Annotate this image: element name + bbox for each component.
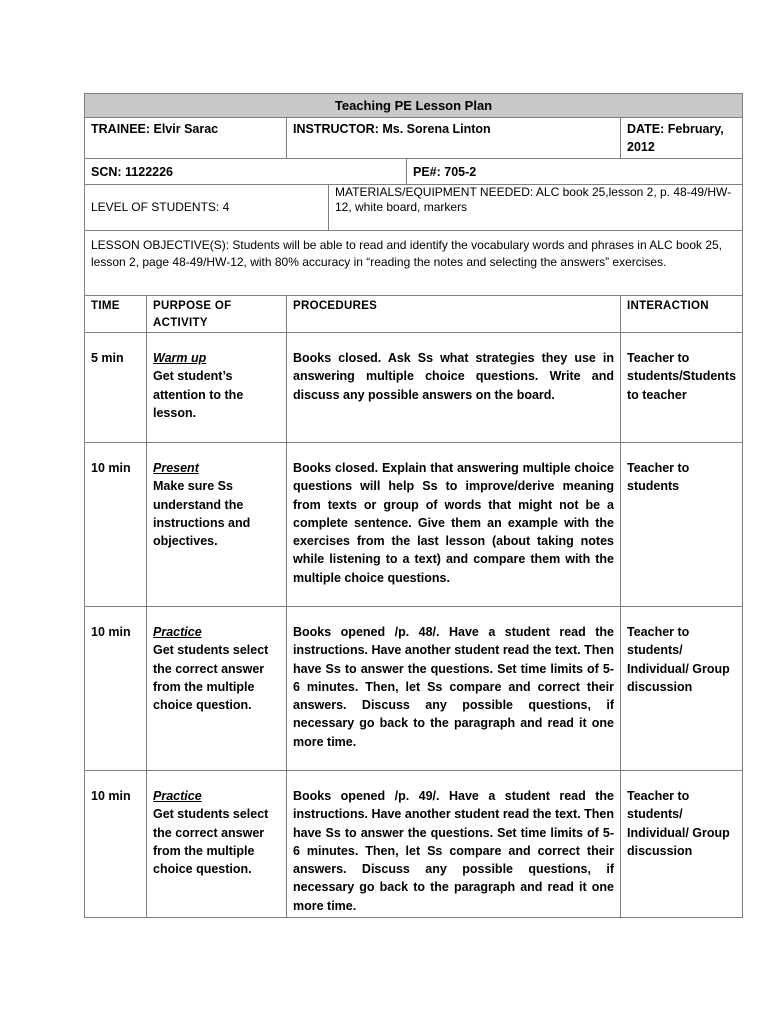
row-procedure: Books opened /p. 49/. Have a student read the instructions. Have another student read the text. Then have Ss to answer the questions. Set time limits of 5-6 minutes. Then, let Ss compare and correct their answers. Discuss any possible questions, if necessary go back to the paragraph and read it one more time. [287,771,621,918]
header-procedures: PROCEDURES [287,296,621,333]
lesson-plan [84,93,742,918]
row-purpose [147,607,287,771]
table-row [85,607,743,771]
activity-title: Practice [153,625,202,639]
row-purpose [147,443,287,607]
table-row [85,771,743,918]
row-interaction: Teacher to students/Students to teacher [621,333,743,443]
purpose-text: Get student’s attention to the lesson. [153,369,244,420]
table-row [85,443,743,607]
row-procedure: Books closed. Ask Ss what strategies they use in answering multiple choice questions. Write and discuss any possible answers on the board. [287,333,621,443]
activity-title: Practice [153,789,202,803]
row-interaction: Teacher to students/ Individual/ Group discussion [621,607,743,771]
purpose-text: Get students select the correct answer from the multiple choice question. [153,807,269,877]
row-interaction: Teacher to students/ Individual/ Group discussion [621,771,743,918]
row-procedure: Books closed. Explain that answering multiple choice questions will help Ss to improve/derive meaning from texts or group of words that might not be a complete sentence. Give them an example with the exercises from the last lesson (about taking notes while listening to a text) and compare them with the multiple choice questions. [287,443,621,607]
row-interaction: Teacher to students [621,443,743,607]
date-field: DATE: February, 2012 [621,118,743,159]
header-interaction: INTERACTION [621,296,743,333]
row-purpose [147,333,287,443]
trainee-field: TRAINEE: Elvir Sarac [85,118,287,159]
row-time: 10 min [85,607,147,771]
row-time: 10 min [85,443,147,607]
pe-field: PE#: 705-2 [407,159,743,185]
page-title: Teaching PE Lesson Plan [85,94,743,118]
row-procedure: Books opened /p. 48/. Have a student read the instructions. Have another student read the text. Then have Ss to answer the questions. Set time limits of 5-6 minutes. Then, let Ss compare and correct their answers. Discuss any possible questions, if necessary go back to the paragraph and read it one more time. [287,607,621,771]
materials-field: MATERIALS/EQUIPMENT NEEDED: ALC book 25,lesson 2, p. 48-49/HW-12, white board, markers [329,185,743,231]
row-time: 10 min [85,771,147,918]
purpose-text: Get students select the correct answer from the multiple choice question. [153,643,269,713]
header-time: TIME [85,296,147,333]
lesson-plan-table [84,93,743,918]
table-row [85,333,743,443]
row-time: 5 min [85,333,147,443]
activity-title: Present [153,461,199,475]
level-field: LEVEL OF STUDENTS: 4 [85,185,329,231]
instructor-field: INSTRUCTOR: Ms. Sorena Linton [287,118,621,159]
scn-field: SCN: 1122226 [85,159,407,185]
purpose-text: Make sure Ss understand the instructions and objectives. [153,479,251,549]
lesson-objective: LESSON OBJECTIVE(S): Students will be able to read and identify the vocabulary words and phrases in ALC book 25, lesson 2, page 48-49/HW-12, with 80% accuracy in “reading the notes and selecting the answers” exercises. [85,231,743,296]
activity-title: Warm up [153,351,207,365]
header-purpose: PURPOSE OF ACTIVITY [147,296,287,333]
row-purpose [147,771,287,918]
